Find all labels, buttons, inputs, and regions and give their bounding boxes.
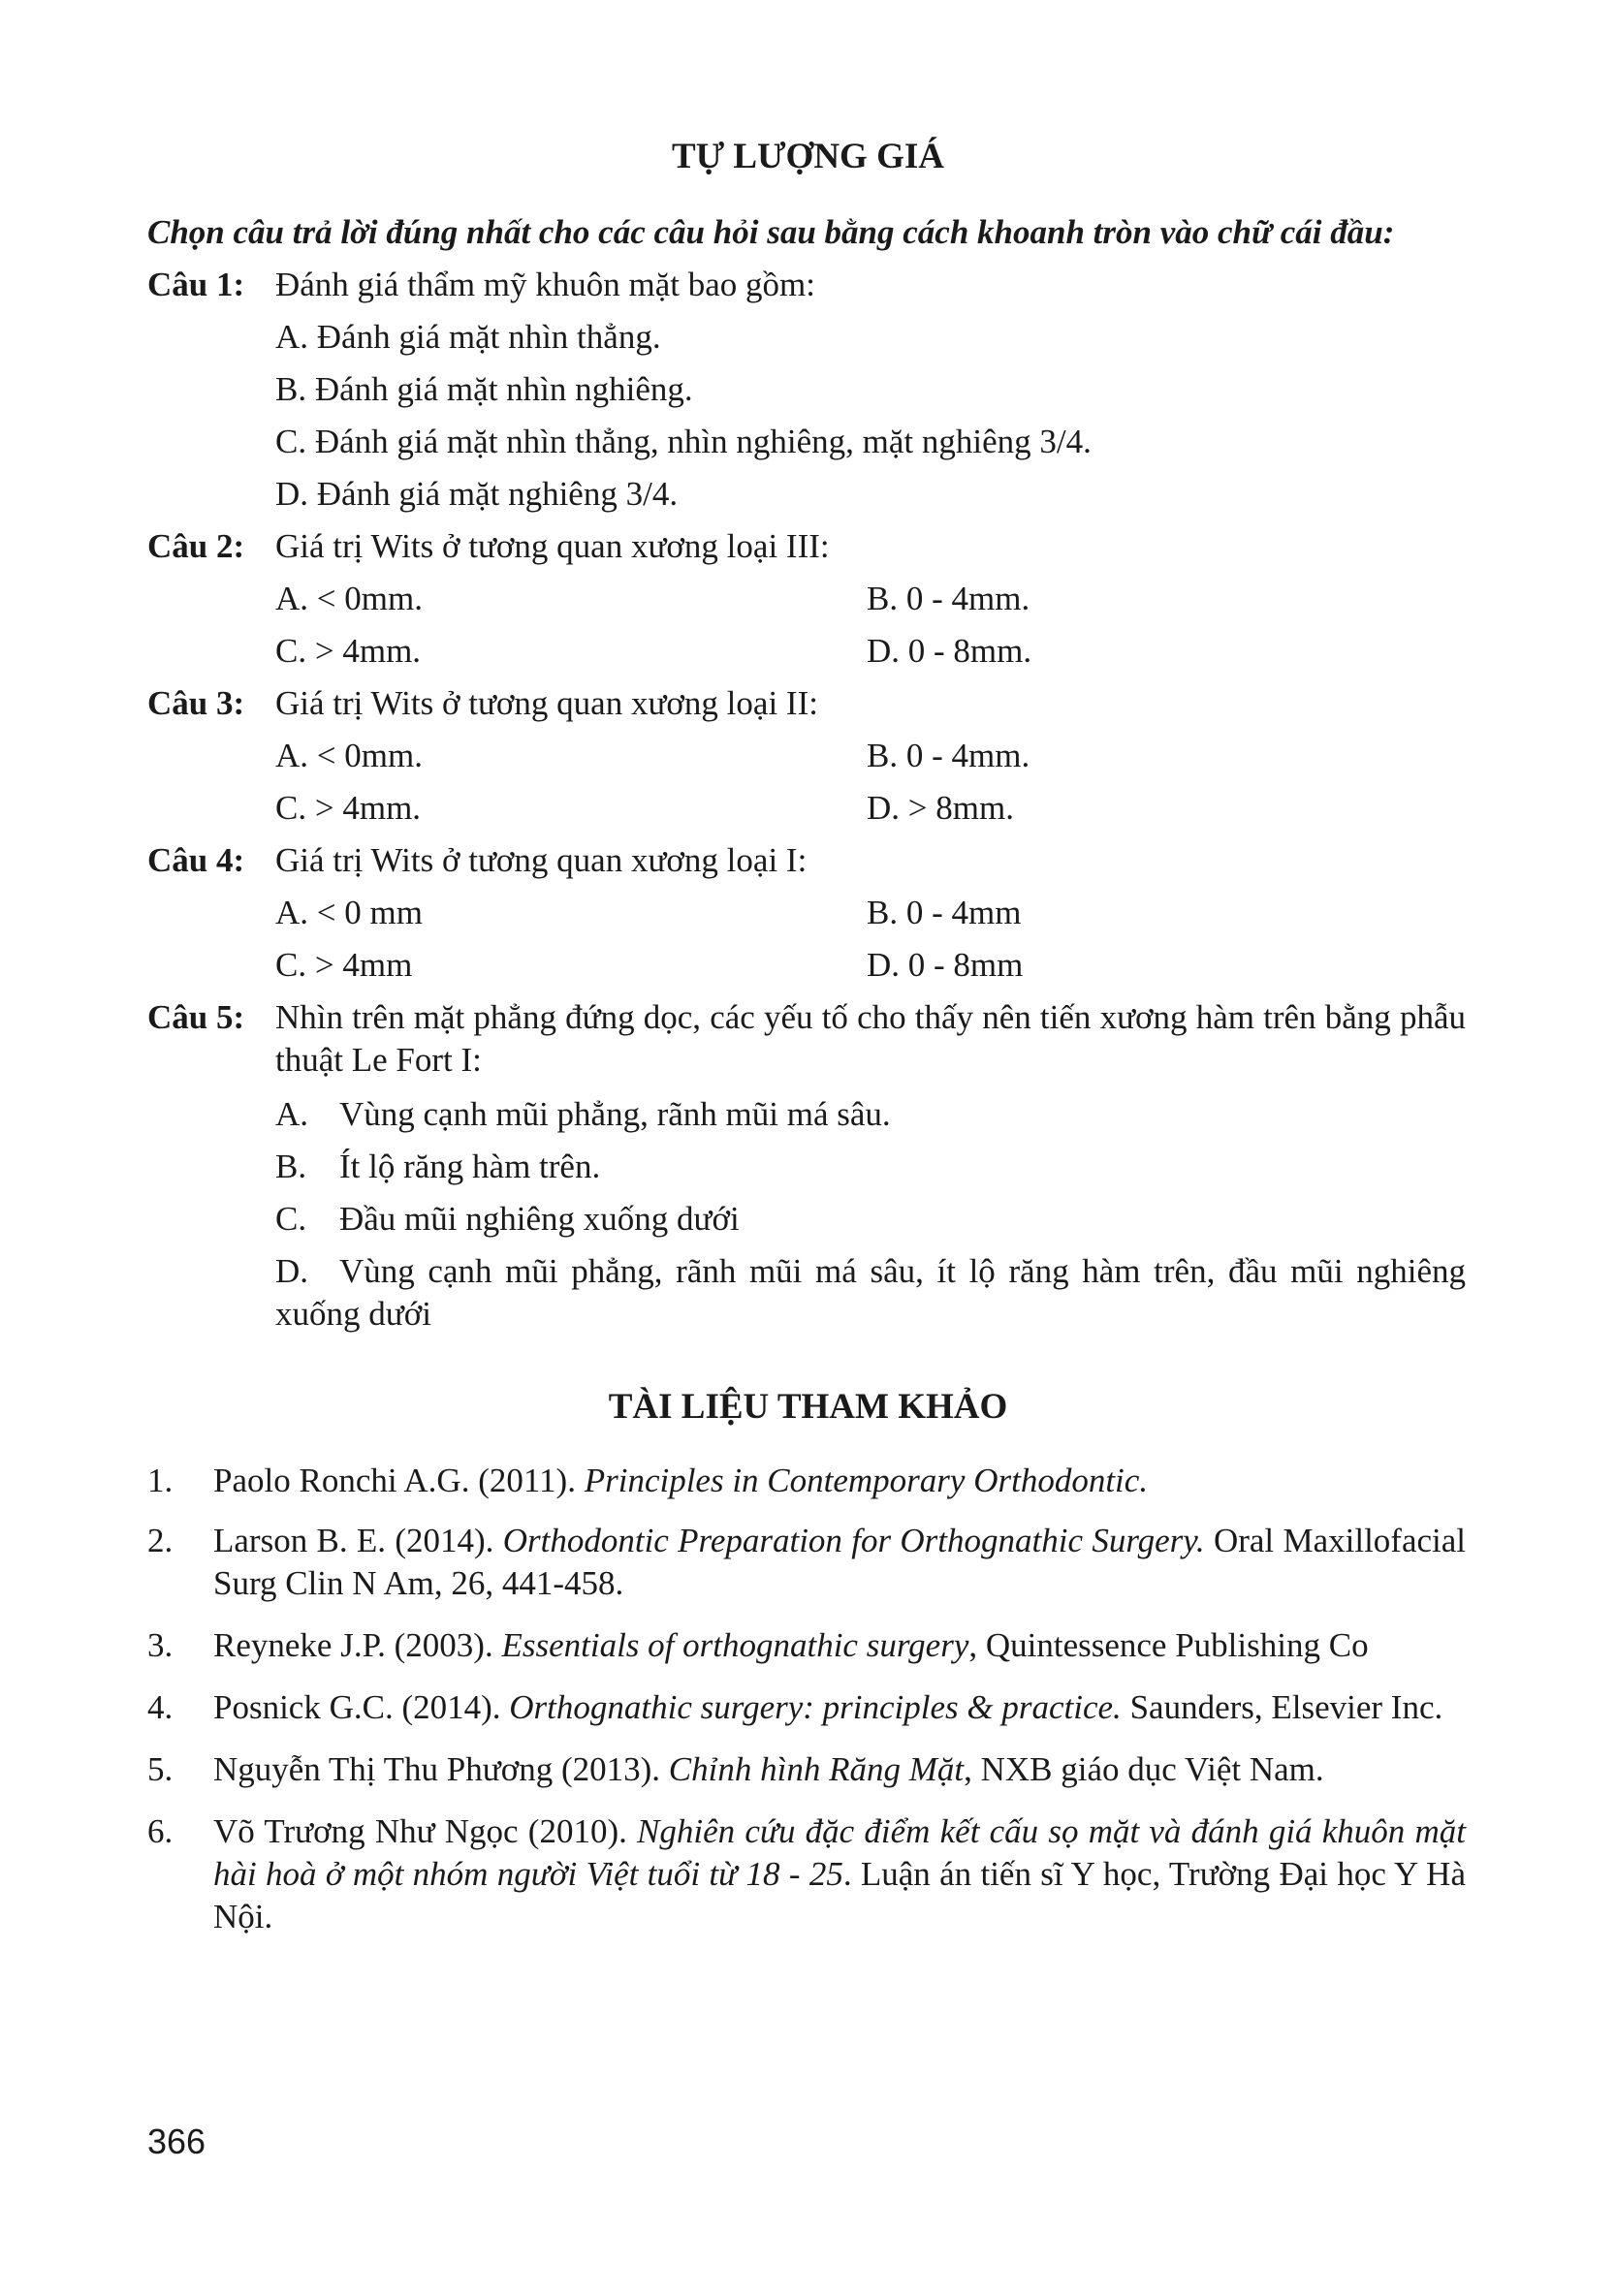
option-d: D. 0 - 8mm xyxy=(867,946,1024,984)
question-label: Câu 5: xyxy=(147,998,245,1036)
instruction-text: Chọn câu trả lời đúng nhất cho các câu hỏi sau bằng cách khoanh tròn vào chữ cái đầu: xyxy=(147,213,1395,251)
page-number: 366 xyxy=(147,2122,206,2161)
question-stem: Giá trị Wits ở tương quan xương loại II: xyxy=(275,684,818,722)
option-d: D. Đánh giá mặt nghiêng 3/4. xyxy=(275,475,679,513)
option-a: A. < 0 mm xyxy=(275,894,423,931)
question-label: Câu 1: xyxy=(147,266,245,303)
question-label: Câu 4: xyxy=(147,841,245,879)
question-stem: Giá trị Wits ở tương quan xương loại III: xyxy=(275,527,830,565)
option-b: B. 0 - 4mm. xyxy=(867,737,1030,774)
question-label: Câu 3: xyxy=(147,684,245,722)
option-d: D. Vùng cạnh mũi phẳng, rãnh mũi má sâu, ít lộ răng hàm trên, đầu mũi nghiêng xuống dưới xyxy=(275,1252,1466,1333)
option-c: C. Đầu mũi nghiêng xuống dưới xyxy=(275,1200,740,1238)
option-b: B. Ít lộ răng hàm trên. xyxy=(275,1148,601,1185)
option-a: A. < 0mm. xyxy=(275,580,423,617)
references-title: TÀI LIỆU THAM KHẢO xyxy=(608,1387,1008,1427)
option-d: D. 0 - 8mm. xyxy=(867,632,1032,670)
option-c: C. > 4mm xyxy=(275,946,413,984)
option-c: C. > 4mm. xyxy=(275,789,422,827)
option-c: C. Đánh giá mặt nhìn thẳng, nhìn nghiêng, mặt nghiêng 3/4. xyxy=(275,423,1092,460)
option-b: B. 0 - 4mm xyxy=(867,894,1022,931)
question-stem: Đánh giá thẩm mỹ khuôn mặt bao gồm: xyxy=(275,266,815,303)
question-label: Câu 2: xyxy=(147,527,245,565)
option-c: C. > 4mm. xyxy=(275,632,422,670)
question-stem: Nhìn trên mặt phẳng đứng dọc, các yếu tố cho thấy nên tiến xương hàm trên bằng phẫu thuật Le Fort I: xyxy=(275,998,1466,1079)
option-d: D. > 8mm. xyxy=(867,789,1014,827)
option-b: B. Đánh giá mặt nhìn nghiêng. xyxy=(275,370,693,408)
question-stem: Giá trị Wits ở tương quan xương loại I: xyxy=(275,841,808,879)
document-page: TỰ LƯỢNG GIÁ Chọn câu trả lời đúng nhất cho các câu hỏi sau bằng cách khoanh tròn vào chữ cái đầu: Câu 1: Đánh giá thẩm mỹ khuôn mặt bao gồm: A. Đánh giá mặt nhìn thẳng. B. Đánh giá mặt nhìn nghiêng. C. Đánh giá mặt nhìn thẳng, nhìn nghiêng, mặt nghiêng 3/4. D. Đánh giá mặt nghiêng 3/4. Câu 2: Giá trị Wits ở tương quan xương loại III: A. < 0mm. B. 0 - 4mm. C. > 4mm. D. 0 - 8mm. Câu 3: Giá trị Wits ở tương quan xương loại II: A. < 0mm. B. 0 - 4mm. C. > 4mm. D. > 8mm. Câu 4: Giá trị Wits ở tương quan xương loại I: A. < 0 mm B. 0 - 4mm C. > 4mm D. 0 - 8mm Câu 5: Nhìn trên mặt phẳng đứng dọc, các yếu tố cho thấy nên tiến xương hàm trên bằng phẫu thuật Le Fort I: A. Vùng cạnh mũi phẳng, rãnh mũi má sâu. B. Ít lộ răng hàm trên. C. Đầu mũi nghiêng xuống dưới D. Vùng cạnh mũi phẳng, rãnh mũi má sâu, ít lộ răng hàm trên, đầu mũi nghiêng xuống dưới TÀI LIỆU THAM KHẢO 1. Paolo Ronchi A.G. (2011). Principles in Contemporary Orthodontic. 2. Larson B. E. (2014). Orthodontic Preparation for Orthognathic Surgery. Oral Maxillofacial Surg Clin N Am, 26, 441-458. 3. Reyneke J.P. (2003). Essentials of orthognathic surgery, Quintessence Publishing Co 4. Posnick G.C. (2014). Orthognathic surgery: principles & practice. Saunders, Elsevier Inc. 5. Nguyễn Thị Thu Phương (2013). Chỉnh hình Răng Mặt, NXB giáo dục Việt Nam. 6. Võ Trương Như Ngọc (2010). Nghiên cứu đặc điểm kết cấu sọ mặt và đánh giá khuôn mặt hài hoà ở một nhóm người Việt tuổi từ 18 - 25. Luận án tiến sĩ Y học, Trường Đại học Y Hà Nội. 366 xyxy=(0,0,1616,2296)
option-b: B. 0 - 4mm. xyxy=(867,580,1030,617)
option-a: A. Vùng cạnh mũi phẳng, rãnh mũi má sâu. xyxy=(275,1095,891,1133)
section-title: TỰ LƯỢNG GIÁ xyxy=(672,137,944,176)
option-a: A. Đánh giá mặt nhìn thẳng. xyxy=(275,318,661,356)
option-a: A. < 0mm. xyxy=(275,737,423,774)
